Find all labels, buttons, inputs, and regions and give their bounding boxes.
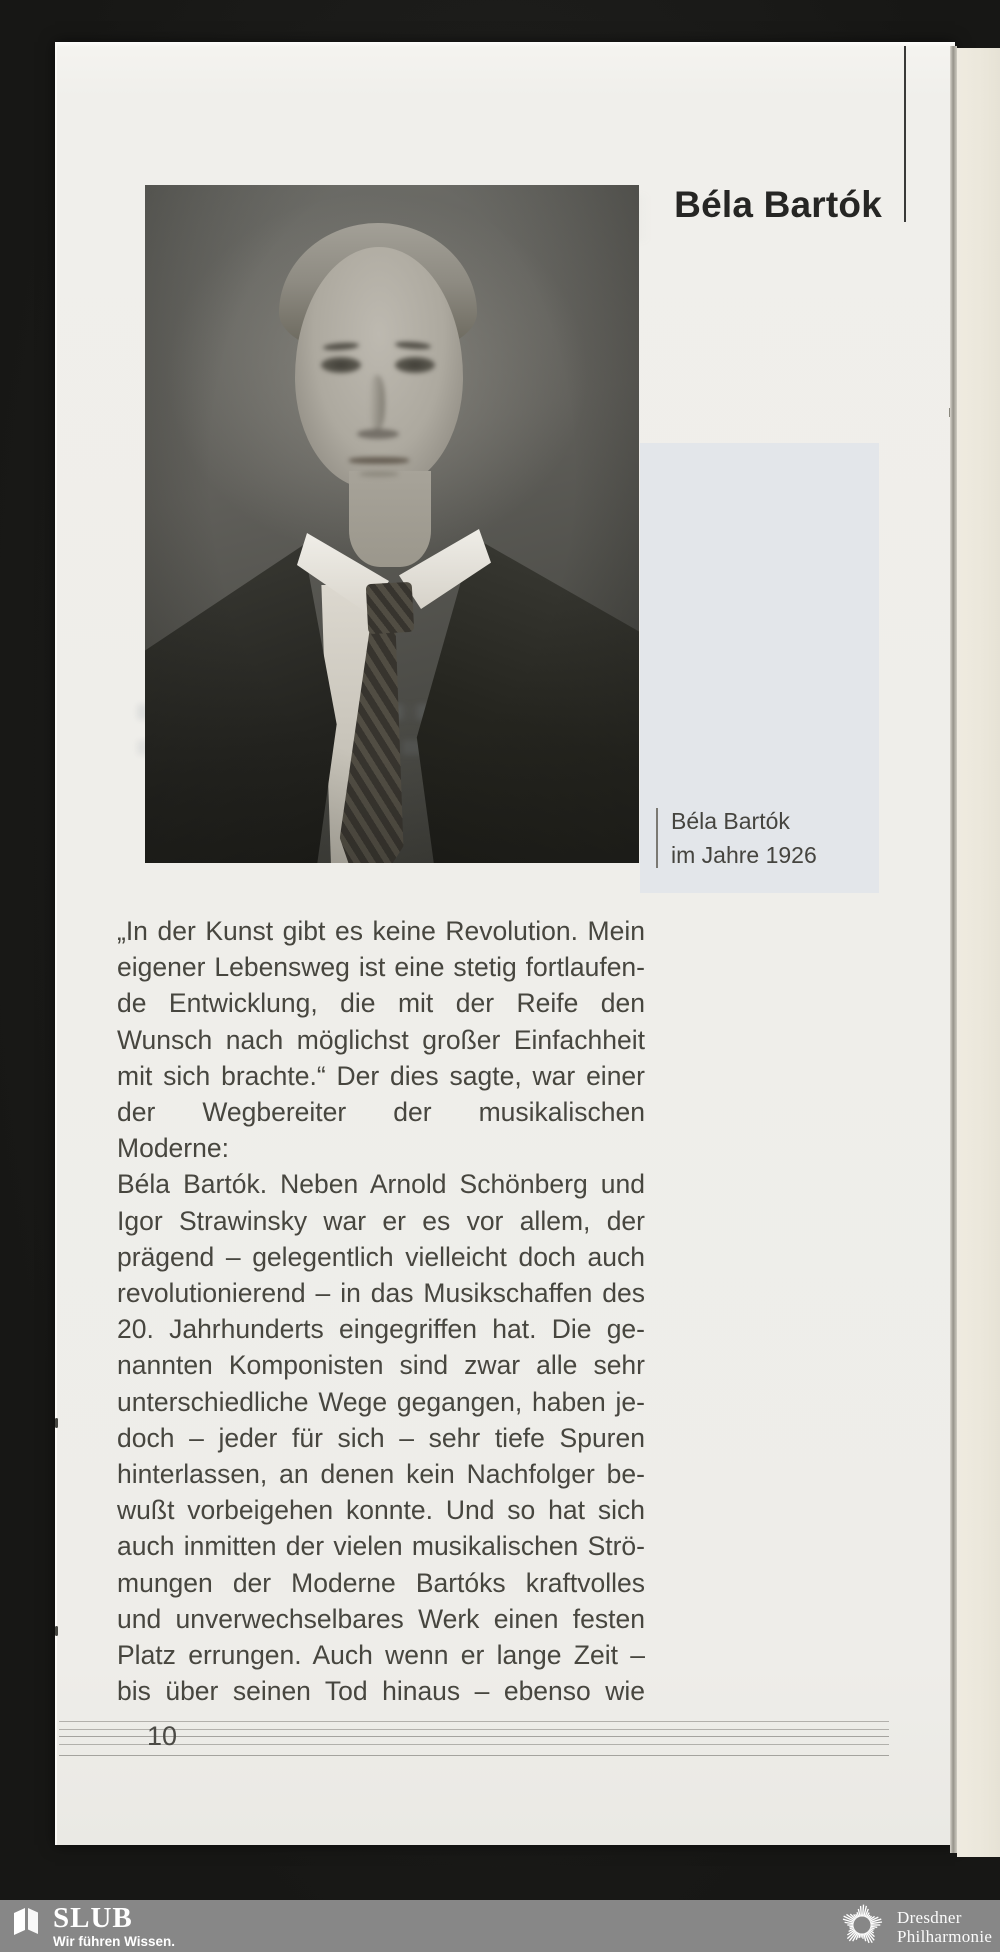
text-line: de Entwicklung, die mit der Reife den bbox=[117, 988, 645, 1019]
photo-caption bbox=[671, 805, 817, 872]
text-line: hinterlassen, an denen kein Nachfolger be- bbox=[117, 1459, 645, 1490]
slub-logo bbox=[12, 1903, 175, 1949]
philharmonie-line: Dresdner bbox=[897, 1908, 962, 1927]
text-line: auch inmitten der vielen musikalischen Strö- bbox=[117, 1531, 645, 1562]
slub-open-book-icon bbox=[12, 1906, 40, 1936]
body-text bbox=[117, 913, 645, 1709]
slub-tagline: Wir führen Wissen. bbox=[53, 1934, 176, 1949]
caption-line: Béla Bartók bbox=[671, 808, 790, 834]
text-line: „In der Kunst gibt es keine Revolution. Mein bbox=[117, 916, 645, 946]
text-line: der Wegbereiter der musikalischen Moderne: bbox=[117, 1097, 645, 1164]
staff-lines bbox=[59, 1721, 889, 1759]
text-line: revolutionierend – in das Musikschaffen des bbox=[117, 1278, 645, 1309]
scan-speck bbox=[55, 1626, 58, 1636]
text-line: bis über seinen Tod hinaus – ebenso wie bbox=[117, 1676, 645, 1707]
slub-wordmark: SLUB bbox=[53, 1902, 133, 1934]
page-title: Béla Bartók bbox=[674, 184, 882, 225]
page-fold-shadow bbox=[950, 46, 957, 1853]
text-line: doch – jeder für sich – sehr tiefe Spuren bbox=[117, 1422, 645, 1453]
philharmonie-wordmark bbox=[897, 1908, 992, 1949]
text-line: wußt vorbeigehen konnte. Und so hat sich bbox=[117, 1495, 645, 1526]
text-line: 20. Jahrhunderts eingegriffen hat. Die ge- bbox=[117, 1314, 645, 1345]
text-line: unterschiedliche Wege gegangen, haben je- bbox=[117, 1386, 645, 1417]
text-line: und unverwechselbares Werk einen festen bbox=[117, 1603, 645, 1634]
text-line: eigener Lebensweg ist eine stetig fortlaufen- bbox=[117, 952, 645, 983]
text-line: Wunsch nach möglichst großer Einfachheit bbox=[117, 1024, 645, 1055]
caption-rule bbox=[656, 808, 658, 868]
text-line: mit sich brachte.“ Der dies sagte, war einer bbox=[117, 1060, 645, 1091]
text-line: Béla Bartók. Neben Arnold Schönberg und bbox=[117, 1169, 645, 1200]
portrait-photo bbox=[145, 185, 639, 863]
title-rule bbox=[904, 46, 906, 222]
footer-bar bbox=[0, 1900, 1000, 1952]
caption-line: im Jahre 1926 bbox=[671, 841, 817, 868]
scanned-page bbox=[55, 42, 955, 1845]
text-line: nannten Komponisten sind zwar alle sehr bbox=[117, 1350, 645, 1381]
text-line: mungen der Moderne Bartóks kraftvolles bbox=[117, 1567, 645, 1598]
adjacent-page-edge bbox=[957, 48, 1000, 1857]
photo-vignette bbox=[145, 185, 639, 863]
page-number: 10 bbox=[147, 1721, 178, 1751]
dresdner-philharmonie-logo bbox=[838, 1901, 992, 1949]
scan-speck bbox=[55, 1418, 58, 1428]
text-line: prägend – gelegentlich vielleicht doch auch bbox=[117, 1241, 645, 1272]
philharmonie-line: Philharmonie bbox=[897, 1927, 993, 1946]
text-line: Igor Strawinsky war er es vor allem, der bbox=[117, 1205, 645, 1236]
starburst-icon bbox=[838, 1901, 886, 1949]
text-line: Platz errungen. Auch wenn er lange Zeit – bbox=[117, 1640, 645, 1671]
